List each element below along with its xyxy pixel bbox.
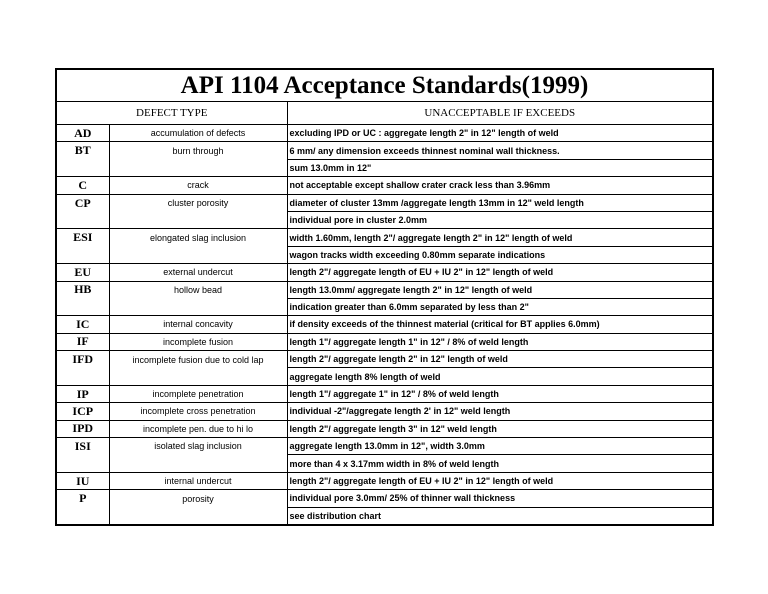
defect-type xyxy=(109,246,287,263)
unacceptable-header: UNACCEPTABLE IF EXCEEDS xyxy=(287,102,712,125)
unacceptable-condition: individual -2"/aggregate length 2' in 12" weld length xyxy=(287,403,712,420)
unacceptable-condition: aggregate length 8% length of weld xyxy=(287,368,712,385)
defect-code xyxy=(57,159,109,176)
defect-type: internal concavity xyxy=(109,316,287,333)
defect-type: burn through xyxy=(109,142,287,159)
defect-code: CP xyxy=(57,194,109,211)
defect-type: incomplete fusion xyxy=(109,333,287,350)
defect-type: cluster porosity xyxy=(109,194,287,211)
table-row xyxy=(57,507,712,524)
unacceptable-condition: individual pore in cluster 2.0mm xyxy=(287,211,712,228)
defect-code: ESI xyxy=(57,229,109,246)
defect-code xyxy=(57,246,109,263)
unacceptable-condition: length 2"/ aggregate length 2" in 12" length of weld xyxy=(287,351,712,368)
defect-type: external undercut xyxy=(109,264,287,281)
defect-code: P xyxy=(57,490,109,507)
table-row xyxy=(57,455,712,472)
defect-type xyxy=(109,507,287,524)
defect-code: ICP xyxy=(57,403,109,420)
defect-type: incomplete cross penetration xyxy=(109,403,287,420)
unacceptable-condition: see distribution chart xyxy=(287,507,712,524)
table-row xyxy=(57,420,712,437)
table-row xyxy=(57,159,712,176)
defect-code: IP xyxy=(57,385,109,402)
unacceptable-condition: excluding IPD or UC : aggregate length 2" in 12" length of weld xyxy=(287,125,712,142)
table-row xyxy=(57,177,712,194)
unacceptable-condition: indication greater than 6.0mm separated by less than 2" xyxy=(287,298,712,315)
defect-type: incomplete fusion due to cold lap xyxy=(109,351,287,368)
unacceptable-condition: length 2"/ aggregate length 3" in 12" weld length xyxy=(287,420,712,437)
table-row xyxy=(57,229,712,246)
defect-type xyxy=(109,455,287,472)
unacceptable-condition: length 2"/ aggregate length of EU + IU 2" in 12" length of weld xyxy=(287,264,712,281)
table-row xyxy=(57,316,712,333)
table-header-row xyxy=(57,102,712,125)
table-row xyxy=(57,298,712,315)
acceptance-standards-sheet xyxy=(55,68,714,526)
unacceptable-condition: length 1"/ aggregate length 1" in 12" / 8% of weld length xyxy=(287,333,712,350)
table-row xyxy=(57,490,712,507)
document-title: API 1104 Acceptance Standards(1999) xyxy=(57,70,712,102)
defect-type xyxy=(109,211,287,228)
table-row xyxy=(57,211,712,228)
unacceptable-condition: sum 13.0mm in 12" xyxy=(287,159,712,176)
defect-code: IF xyxy=(57,333,109,350)
defect-code: IU xyxy=(57,472,109,489)
unacceptable-condition: diameter of cluster 13mm /aggregate length 13mm in 12" weld length xyxy=(287,194,712,211)
defect-code xyxy=(57,368,109,385)
unacceptable-condition: not acceptable except shallow crater crack less than 3.96mm xyxy=(287,177,712,194)
table-row xyxy=(57,472,712,489)
defect-type: incomplete penetration xyxy=(109,385,287,402)
defect-code xyxy=(57,507,109,524)
defect-code: IPD xyxy=(57,420,109,437)
defect-code: BT xyxy=(57,142,109,159)
unacceptable-condition: wagon tracks width exceeding 0.80mm separate indications xyxy=(287,246,712,263)
table-row xyxy=(57,142,712,159)
table-row xyxy=(57,403,712,420)
table-row xyxy=(57,125,712,142)
unacceptable-condition: width 1.60mm, length 2"/ aggregate length 2" in 12" length of weld xyxy=(287,229,712,246)
defect-type: elongated slag inclusion xyxy=(109,229,287,246)
unacceptable-condition: if density exceeds of the thinnest material (critical for BT applies 6.0mm) xyxy=(287,316,712,333)
unacceptable-condition: length 2"/ aggregate length of EU + IU 2" in 12" length of weld xyxy=(287,472,712,489)
defect-code: AD xyxy=(57,125,109,142)
unacceptable-condition: aggregate length 13.0mm in 12", width 3.0mm xyxy=(287,438,712,455)
defect-type-header: DEFECT TYPE xyxy=(57,102,287,125)
defect-code: IC xyxy=(57,316,109,333)
table-body xyxy=(57,125,712,524)
defect-code xyxy=(57,455,109,472)
defect-code xyxy=(57,211,109,228)
unacceptable-condition: 6 mm/ any dimension exceeds thinnest nominal wall thickness. xyxy=(287,142,712,159)
table-row xyxy=(57,368,712,385)
defect-type: hollow bead xyxy=(109,281,287,298)
defect-code xyxy=(57,298,109,315)
table-row xyxy=(57,246,712,263)
table-row xyxy=(57,264,712,281)
defect-type: accumulation of defects xyxy=(109,125,287,142)
defect-type xyxy=(109,298,287,315)
table-row xyxy=(57,333,712,350)
table-row xyxy=(57,438,712,455)
defect-code: HB xyxy=(57,281,109,298)
unacceptable-condition: length 1"/ aggregate 1" in 12" / 8% of weld length xyxy=(287,385,712,402)
defect-code: EU xyxy=(57,264,109,281)
table-row xyxy=(57,351,712,368)
defect-type: internal undercut xyxy=(109,472,287,489)
unacceptable-condition: more than 4 x 3.17mm width in 8% of weld length xyxy=(287,455,712,472)
unacceptable-condition: individual pore 3.0mm/ 25% of thinner wall thickness xyxy=(287,490,712,507)
defect-code: IFD xyxy=(57,351,109,368)
table-row xyxy=(57,385,712,402)
defect-type xyxy=(109,159,287,176)
standards-table xyxy=(57,102,712,524)
defect-type: isolated slag inclusion xyxy=(109,438,287,455)
defect-type: porosity xyxy=(109,490,287,507)
defect-type: crack xyxy=(109,177,287,194)
table-row xyxy=(57,194,712,211)
defect-code: ISI xyxy=(57,438,109,455)
unacceptable-condition: length 13.0mm/ aggregate length 2" in 12" length of weld xyxy=(287,281,712,298)
table-row xyxy=(57,281,712,298)
defect-code: C xyxy=(57,177,109,194)
defect-type: incomplete pen. due to hi lo xyxy=(109,420,287,437)
defect-type xyxy=(109,368,287,385)
